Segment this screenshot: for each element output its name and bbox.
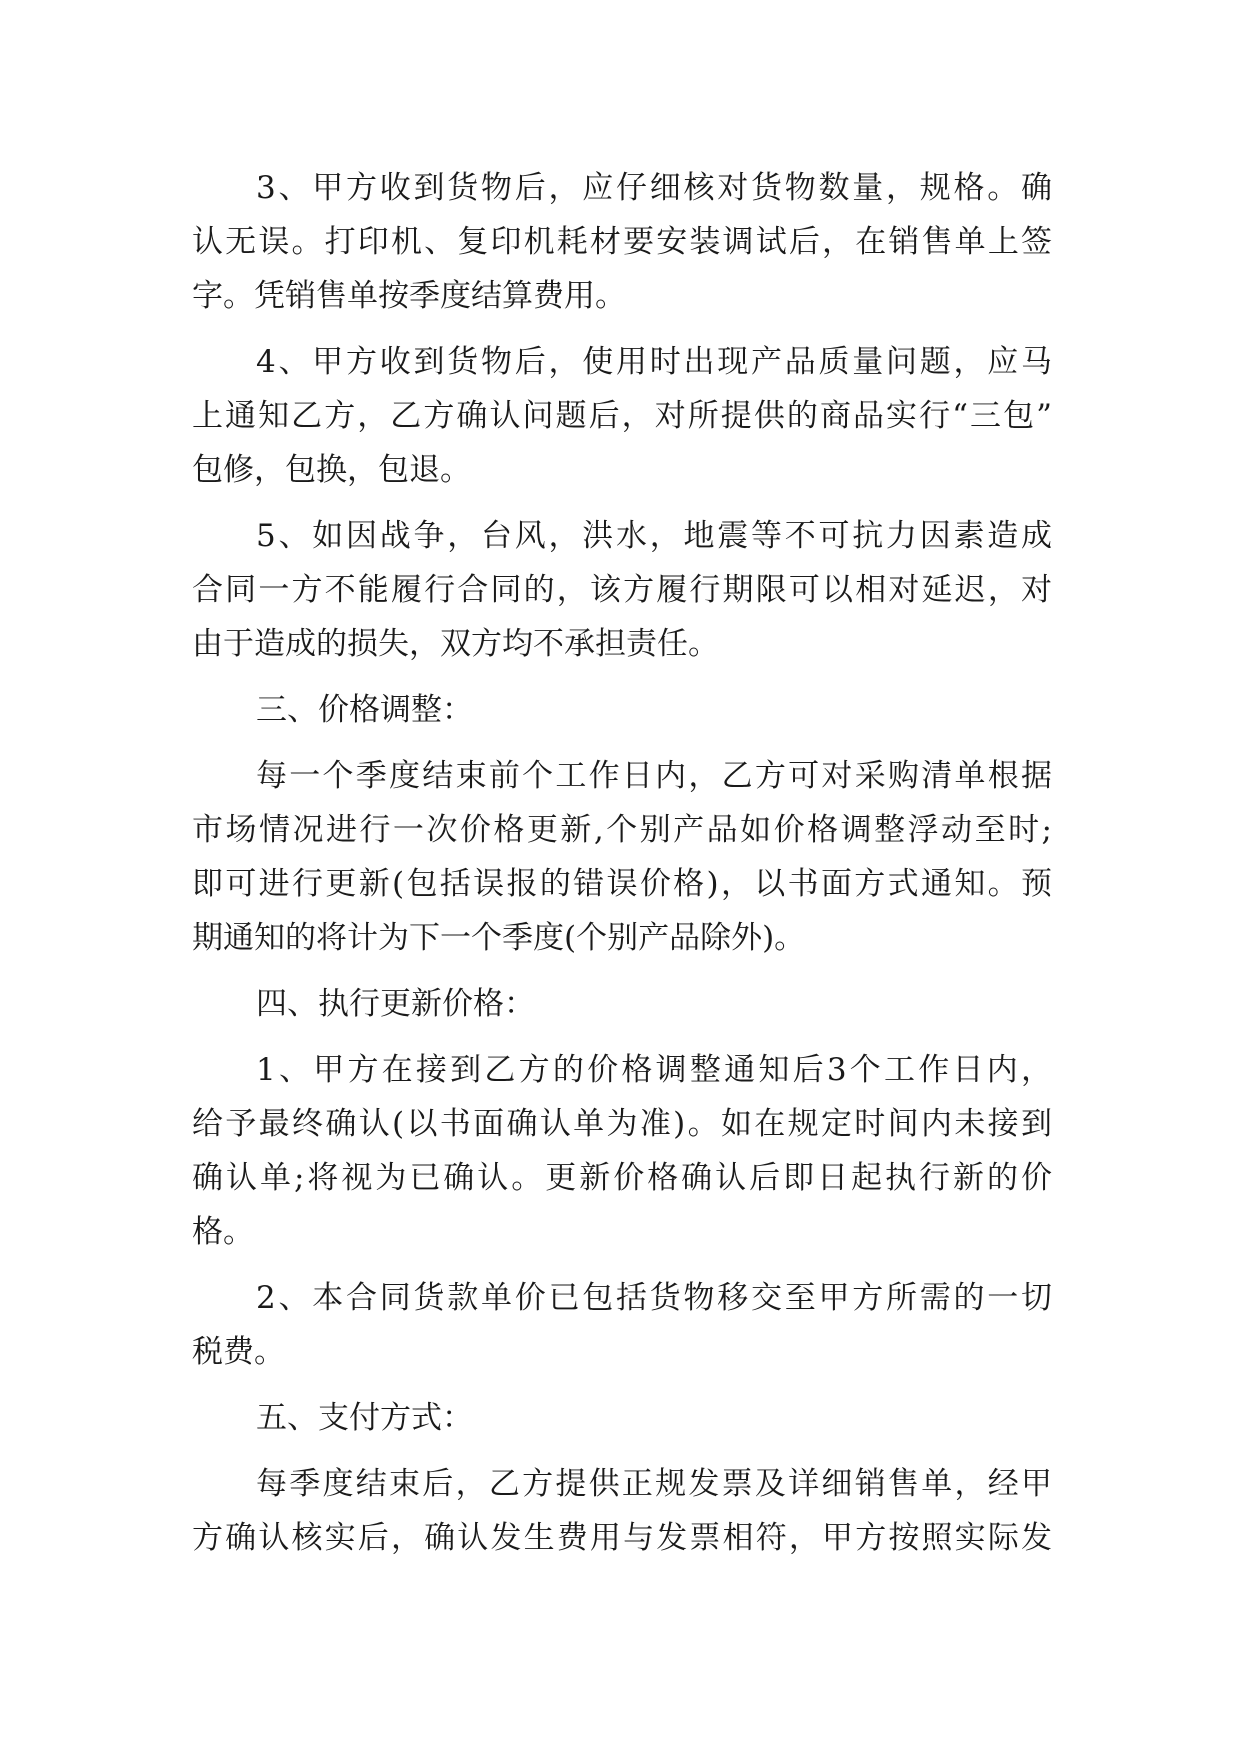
paragraph-7-line-2: 方确认核实后，确认发生费用与发票相符，甲方按照实际发	[192, 1520, 1052, 1556]
paragraph-5-line-4: 格。	[192, 1214, 254, 1250]
section-heading-price-adjustment: 三、价格调整：	[256, 692, 473, 728]
paragraph-2-line-3: 包修，包换，包退。	[192, 452, 471, 488]
paragraph-3-line-2: 合同一方不能履行合同的，该方履行期限可以相对延迟，对	[192, 572, 1052, 608]
paragraph-4-line-3: 即可进行更新(包括误报的错误价格)，以书面方式通知。预	[192, 866, 1052, 902]
paragraph-4-line-2: 市场情况进行一次价格更新,个别产品如价格调整浮动至时;	[192, 812, 1052, 848]
paragraph-3-line-3: 由于造成的损失，双方均不承担责任。	[192, 626, 719, 662]
paragraph-6-line-2: 税费。	[192, 1334, 285, 1370]
paragraph-1-line-3: 字。凭销售单按季度结算费用。	[192, 278, 626, 314]
paragraph-2-line-2: 上通知乙方，乙方确认问题后，对所提供的商品实行“三包”	[192, 398, 1052, 434]
paragraph-5-line-3: 确认单;将视为已确认。更新价格确认后即日起执行新的价	[192, 1160, 1052, 1196]
section-heading-execute-price: 四、执行更新价格：	[256, 986, 535, 1022]
paragraph-5-line-1: 1、甲方在接到乙方的价格调整通知后3个工作日内，	[256, 1052, 1052, 1088]
paragraph-4-line-4: 期通知的将计为下一个季度(个别产品除外)。	[192, 920, 806, 956]
section-heading-payment-method: 五、支付方式：	[256, 1400, 473, 1436]
paragraph-1-line-1: 3、甲方收到货物后，应仔细核对货物数量，规格。确	[256, 170, 1052, 206]
paragraph-1-line-2: 认无误。打印机、复印机耗材要安装调试后，在销售单上签	[192, 224, 1052, 260]
paragraph-6-line-1: 2、本合同货款单价已包括货物移交至甲方所需的一切	[256, 1280, 1052, 1316]
paragraph-2-line-1: 4、甲方收到货物后，使用时出现产品质量问题，应马	[256, 344, 1052, 380]
paragraph-3-line-1: 5、如因战争，台风，洪水，地震等不可抗力因素造成	[256, 518, 1052, 554]
paragraph-7-line-1: 每季度结束后，乙方提供正规发票及详细销售单，经甲	[256, 1466, 1052, 1502]
paragraph-4-line-1: 每一个季度结束前个工作日内，乙方可对采购清单根据	[256, 758, 1052, 794]
paragraph-5-line-2: 给予最终确认(以书面确认单为准)。如在规定时间内未接到	[192, 1106, 1052, 1142]
